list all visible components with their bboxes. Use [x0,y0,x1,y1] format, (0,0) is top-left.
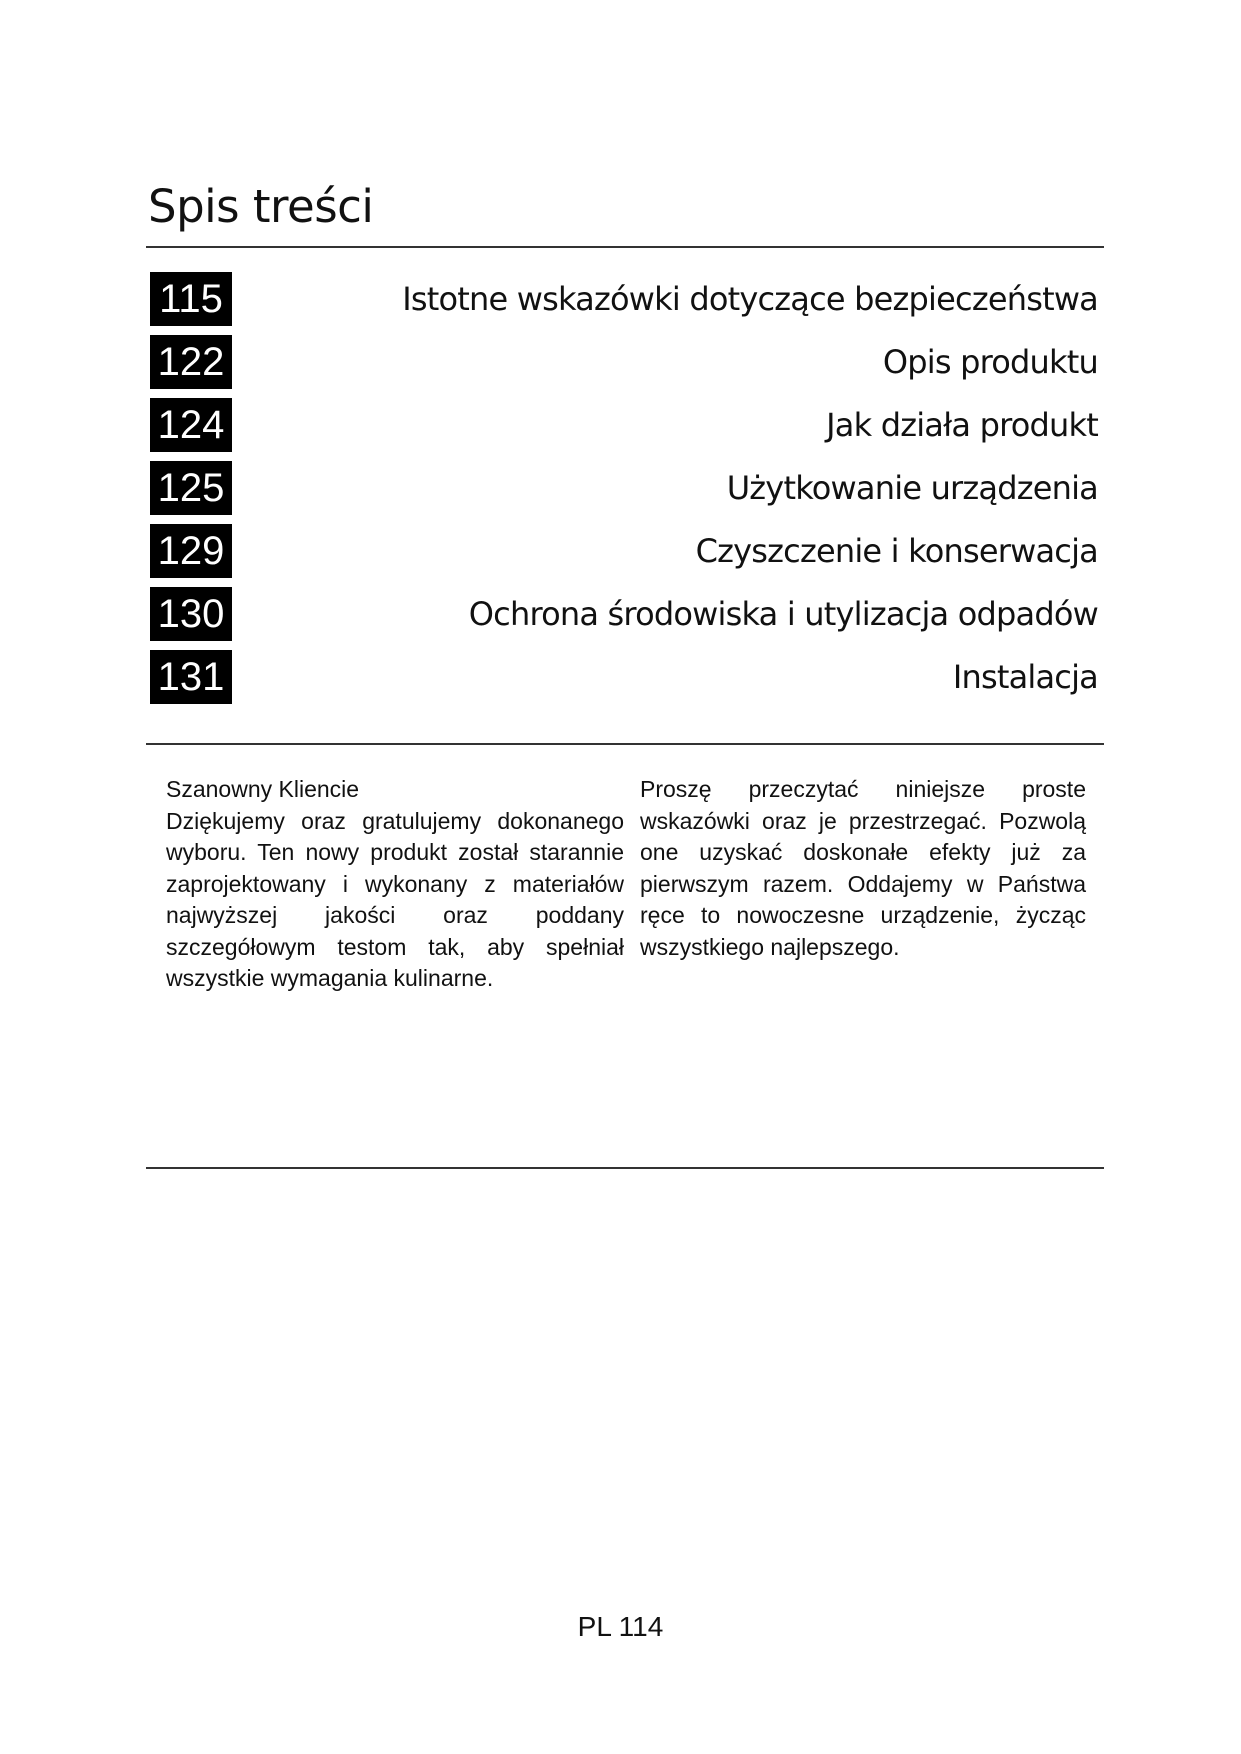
intro-right-column [640,774,1086,963]
table-of-contents [148,270,1098,711]
intro-left-column [166,774,624,995]
greeting: Szanowny Kliencie [166,776,360,802]
toc-entry[interactable] [148,459,1098,522]
toc-page-number: 115 [150,272,232,326]
toc-entry[interactable] [148,522,1098,585]
toc-entry-title: Czyszczenie i konserwacja [695,532,1098,570]
middle-divider [146,743,1104,745]
toc-entry[interactable] [148,648,1098,711]
toc-entry[interactable] [148,396,1098,459]
toc-entry-title: Jak działa produkt [826,406,1098,444]
toc-page-number: 124 [150,398,232,452]
toc-entry[interactable] [148,585,1098,648]
page-number-footer: PL 114 [577,1611,664,1642]
bottom-divider [146,1167,1104,1169]
intro-paragraph-right: Proszę przeczytać niniejsze proste wskazówki oraz je przestrzegać. Pozwolą one uzyskać doskonałe efekty już za pierwszym razem. Oddajemy w Państwa ręce to nowoczesne urządzenie, życząc wszystkiego najlepszego. [640,776,1086,960]
toc-entry-title: Ochrona środowiska i utylizacja odpadów [468,595,1098,633]
toc-page-number: 122 [150,335,232,389]
toc-entry-title: Opis produktu [882,343,1098,381]
toc-page-number: 125 [150,461,232,515]
toc-entry[interactable] [148,333,1098,396]
toc-entry-title: Instalacja [952,658,1098,696]
toc-entry-title: Użytkowanie urządzenia [726,469,1098,507]
toc-page-number: 129 [150,524,232,578]
top-divider [146,246,1104,248]
toc-entry[interactable] [148,270,1098,333]
intro-paragraph-left: Dziękujemy oraz gratulujemy dokonanego wyboru. Ten nowy produkt został starannie zaprojektowany i wykonany z materiałów najwyższej jakości oraz poddany szczegółowym testom tak, aby spełniał wszystkie wymagania kulinarne. [166,807,624,991]
toc-page-number: 130 [150,587,232,641]
toc-page-number: 131 [150,650,232,704]
page-title: Spis treści [148,180,374,233]
toc-entry-title: Istotne wskazówki dotyczące bezpieczeństwa [402,280,1098,318]
